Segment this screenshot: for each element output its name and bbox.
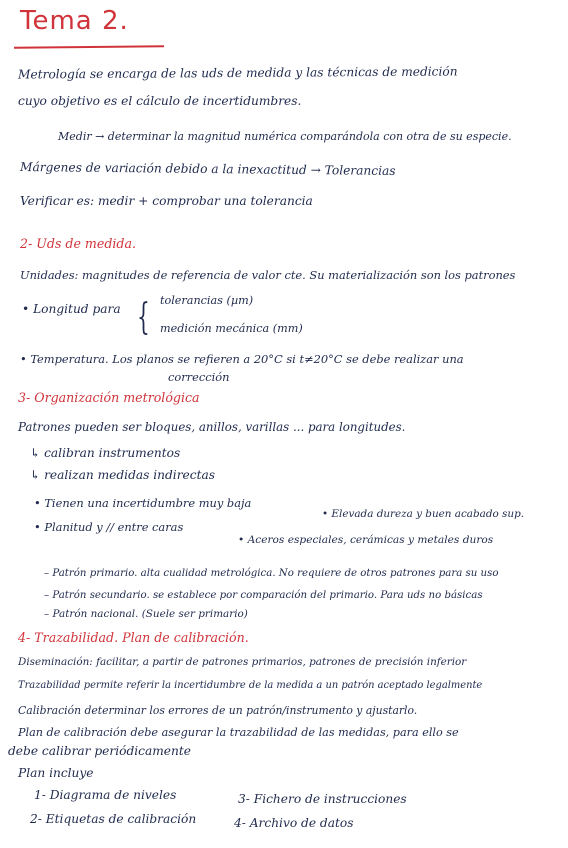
- planitud-line: • Planitud y // entre caras: [34, 520, 184, 534]
- patron-primario-line: – Patrón primario. alta cualidad metrológica. No requiere de otros patrones para su uso: [44, 568, 499, 579]
- calibran-line: ↳ calibran instrumentos: [30, 446, 181, 460]
- verificar-line: Verificar es: medir + comprobar una tolerancia: [20, 194, 313, 208]
- trazabilidad-line: Trazabilidad permite referir la incertidumbre de la medida a un patrón aceptado legalmente: [18, 680, 483, 691]
- metrologia-definition: Metrología se encarga de las uds de medida y las técnicas de medición: [17, 64, 458, 82]
- aceros-line: • Aceros especiales, cerámicas y metales duros: [238, 534, 494, 546]
- section-2-heading: 2- Uds de medida.: [20, 236, 136, 251]
- plan-item-2: 2- Etiquetas de calibración: [30, 812, 197, 826]
- page-title: Tema 2.: [20, 6, 129, 36]
- tienen-line: • Tienen una incertidumbre muy baja: [34, 496, 252, 510]
- brace-icon: {: [137, 297, 150, 338]
- title-underline: [14, 45, 164, 49]
- plan-calibracion-line-cont: debe calibrar periódicamente: [8, 744, 191, 758]
- longitud-tolerancias: tolerancias (µm): [160, 294, 254, 307]
- plan-item-1: 1- Diagrama de niveles: [34, 788, 177, 802]
- plan-incluye-line: Plan incluye: [18, 766, 94, 780]
- temperatura-line: • Temperatura. Los planos se refieren a 20°C si t≠20°C se debe realizar una: [20, 352, 464, 366]
- section-3-heading: 3- Organización metrológica: [18, 390, 200, 405]
- longitud-label: • Longitud para: [22, 302, 121, 316]
- metrologia-definition-cont: cuyo objetivo es el cálculo de incertidumbres.: [18, 94, 302, 108]
- calibracion-line: Calibración determinar los errores de un patrón/instrumento y ajustarlo.: [18, 704, 418, 717]
- longitud-medicion: medición mecánica (mm): [160, 322, 303, 335]
- plan-calibracion-line: Plan de calibración debe asegurar la trazabilidad de las medidas, para ello se: [18, 726, 459, 739]
- diseminacion-line: Diseminación: facilitar, a partir de patrones primarios, patrones de precisión inferior: [18, 656, 467, 668]
- patrones-line: Patrones pueden ser bloques, anillos, varillas ... para longitudes.: [18, 420, 406, 434]
- plan-item-3: 3- Fichero de instrucciones: [238, 792, 407, 806]
- unidades-line: Unidades: magnitudes de referencia de valor cte. Su materialización son los patrones: [20, 268, 516, 282]
- patron-secundario-line: – Patrón secundario. se establece por comparación del primario. Para uds no básicas: [44, 590, 483, 601]
- elevada-line: • Elevada dureza y buen acabado sup.: [322, 508, 525, 520]
- medir-definition: Medir → determinar la magnitud numérica comparándola con otra de su especie.: [58, 130, 512, 143]
- plan-item-4: 4- Archivo de datos: [234, 816, 354, 830]
- patron-nacional-line: – Patrón nacional. (Suele ser primario): [44, 608, 248, 620]
- section-4-heading: 4- Trazabilidad. Plan de calibración.: [18, 630, 249, 645]
- realizan-line: ↳ realizan medidas indirectas: [30, 468, 215, 482]
- temperatura-line-cont: corrección: [168, 370, 230, 384]
- margenes-line: Márgenes de variación debido a la inexactitud → Tolerancias: [19, 160, 396, 178]
